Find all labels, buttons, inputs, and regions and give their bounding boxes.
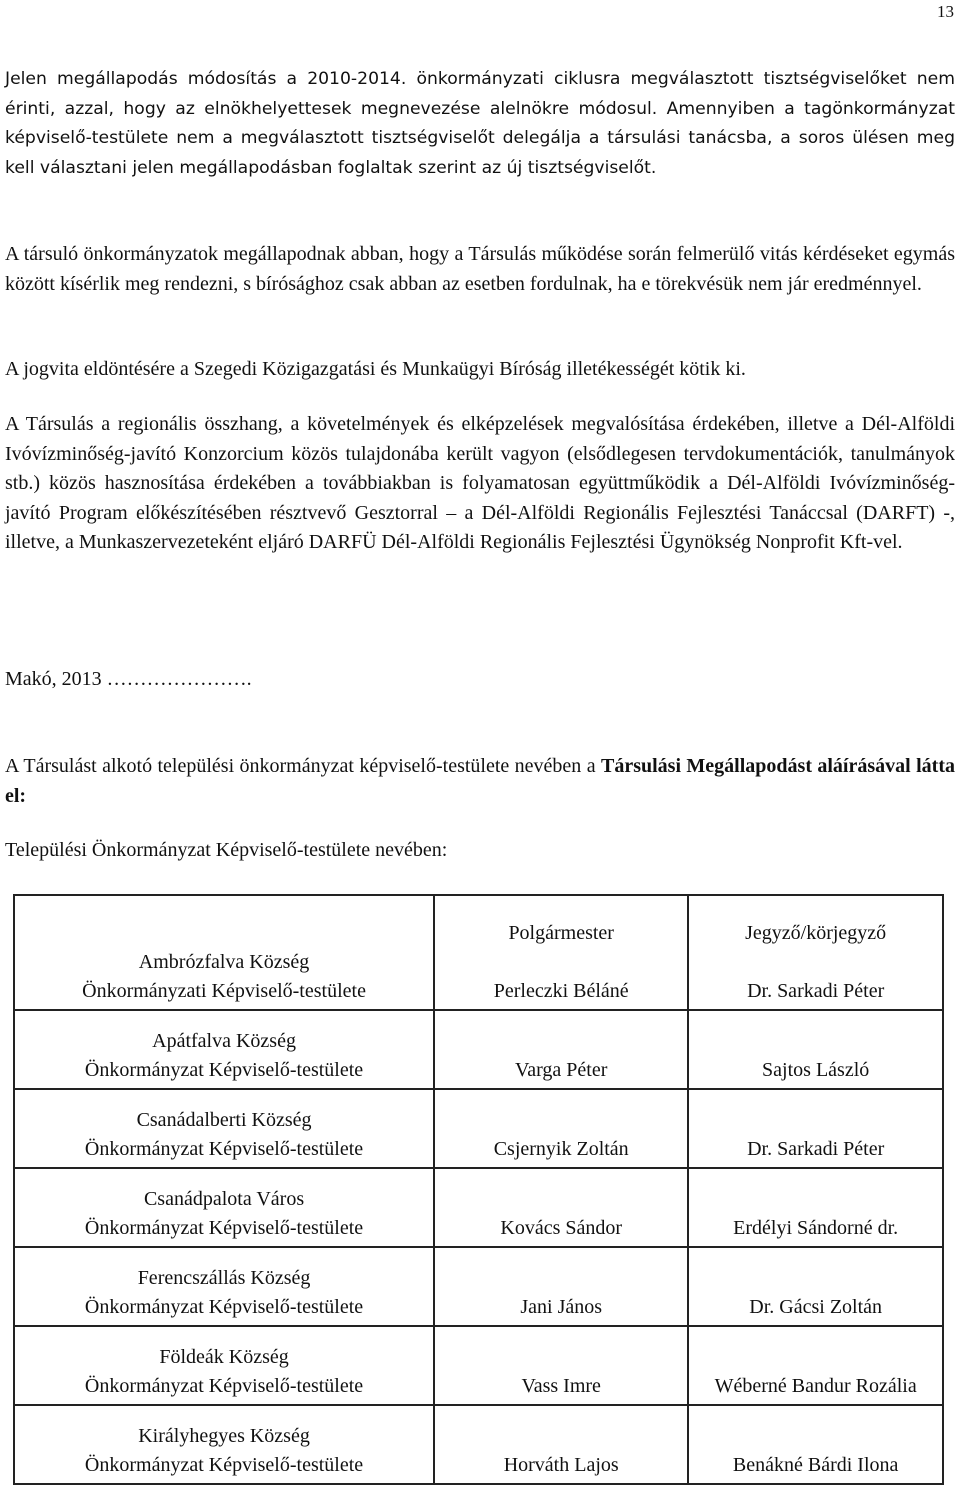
municipality-body: Önkormányzat Képviselő-testülete: [84, 1375, 364, 1397]
notary-name: Sajtos László: [688, 1010, 943, 1089]
municipality-cell: [14, 1405, 434, 1484]
notary-name: Dr. Sarkadi Péter: [688, 1089, 943, 1168]
signature-intro-bold: Társulási Megállapodást aláírásával látta el:: [5, 755, 955, 807]
mayor-name: Vass Imre: [434, 1326, 688, 1405]
mayor-name: Kovács Sándor: [434, 1168, 688, 1247]
municipality-body: Önkormányzat Képviselő-testülete: [84, 1217, 364, 1239]
paragraph-cooperation: A Társulás a regionális összhang, a követelmények és elképzelések megvalósítása érdekében, illetve a Dél-Alföldi Ivóvízminőség-javító Konzorcium közös tulajdonába került vagyon (elsődlegesen tervdokumentációk, tanulmányok stb.) közös hasznosítása érdekében a továbbiakban is folyamatosan együttműködik a Dél-Alföldi Ivóvízminőség-javító Program előkészítésében résztvevő Gesztorral – a Dél-Alföldi Regionális Fejlesztési Tanáccsal (DARFT) -, illetve, a Munkaszervezeteként eljáró DARFÜ Dél-Alföldi Regionális Fejlesztési Ügynökség Nonprofit Kft-vel.: [5, 413, 955, 553]
municipality-body: Önkormányzat Képviselő-testülete: [84, 1296, 364, 1318]
mayor-header: Polgármester: [508, 922, 614, 944]
notary-name: Erdélyi Sándorné dr.: [688, 1168, 943, 1247]
municipality-body: Önkormányzat Képviselő-testülete: [84, 1059, 364, 1081]
municipality-name: Királyhegyes Község: [138, 1425, 310, 1447]
paragraph-dispute-resolution: A társuló önkormányzatok megállapodnak abban, hogy a Társulás működése során felmerülő vitás kérdéseket egymás között kísérlik meg rendezni, s bírósághoz csak abban az esetben fordulnak, ha e törekvésük nem jár eredménnyel.: [5, 243, 955, 295]
paragraph-jurisdiction: A jogvita eldöntésére a Szegedi Közigazgatási és Munkaügyi Bíróság illetékességét kötik ki.: [5, 358, 746, 380]
notary-cell: [688, 895, 943, 1010]
header-spacer: [693, 948, 938, 977]
notary-name: Benákné Bárdi Ilona: [688, 1405, 943, 1484]
signature-intro-text: A Társulást alkotó települési önkormányzat képviselő-testülete nevében a: [5, 755, 601, 777]
paragraph-term-amendment: Jelen megállapodás módosítás a 2010-2014. önkormányzati ciklusra megválasztott tisztségviselőket nem érinti, azzal, hogy az elnökhelyettesek megnevezése alelnökre módosul. Amennyiben a tagönkormányzat képviselő-testülete nem a megválasztott tisztségviselőt delegálja a társulási tanácsba, a soros ülésen meg kell választani jelen megállapodásban foglaltak szerint az új tisztségviselőt.: [5, 69, 955, 178]
mayor-name: Perleczki Béláné: [493, 980, 629, 1002]
mayor-cell: [434, 895, 688, 1010]
municipality-name: Földeák Község: [159, 1346, 289, 1368]
municipality-name: Ambrózfalva Község: [138, 951, 310, 973]
municipality-body: Önkormányzat Képviselő-testülete: [84, 1138, 364, 1160]
header-spacer: [439, 948, 683, 977]
municipality-cell: [14, 1326, 434, 1405]
municipality-cell: [14, 895, 434, 1010]
municipality-body: Önkormányzati Képviselő-testülete: [82, 980, 366, 1002]
table-row: [14, 895, 943, 1010]
mayor-name: Jani János: [434, 1247, 688, 1326]
signature-intro: [5, 752, 955, 811]
table-row: [14, 1168, 943, 1247]
notary-name: Dr. Sarkadi Péter: [747, 980, 885, 1002]
mayor-name: Horváth Lajos: [434, 1405, 688, 1484]
notary-name: Wéberné Bandur Rozália: [688, 1326, 943, 1405]
municipality-cell: [14, 1010, 434, 1089]
table-row: [14, 1405, 943, 1484]
table-row: [14, 1089, 943, 1168]
municipality-body: Önkormányzat Képviselő-testülete: [84, 1454, 364, 1476]
municipality-cell: [14, 1168, 434, 1247]
municipality-name: Csanádpalota Város: [143, 1188, 305, 1210]
page-number: 13: [937, 2, 954, 21]
municipality-name: Apátfalva Község: [152, 1030, 296, 1052]
mayor-name: Varga Péter: [434, 1010, 688, 1089]
municipality-cell: [14, 1247, 434, 1326]
notary-name: Dr. Gácsi Zoltán: [688, 1247, 943, 1326]
municipality-name: Csanádalberti Község: [136, 1109, 312, 1131]
table-row: [14, 1247, 943, 1326]
mayor-name: Csjernyik Zoltán: [434, 1089, 688, 1168]
municipality-name: Ferencszállás Község: [137, 1267, 311, 1289]
council-label: Települési Önkormányzat Képviselő-testülete nevében:: [5, 839, 448, 861]
notary-header: Jegyző/körjegyző: [745, 922, 887, 944]
place-date: Makó, 2013 ………………….: [5, 668, 252, 690]
signature-table: [13, 894, 944, 1485]
table-row: [14, 1326, 943, 1405]
municipality-cell: [14, 1089, 434, 1168]
table-row: [14, 1010, 943, 1089]
